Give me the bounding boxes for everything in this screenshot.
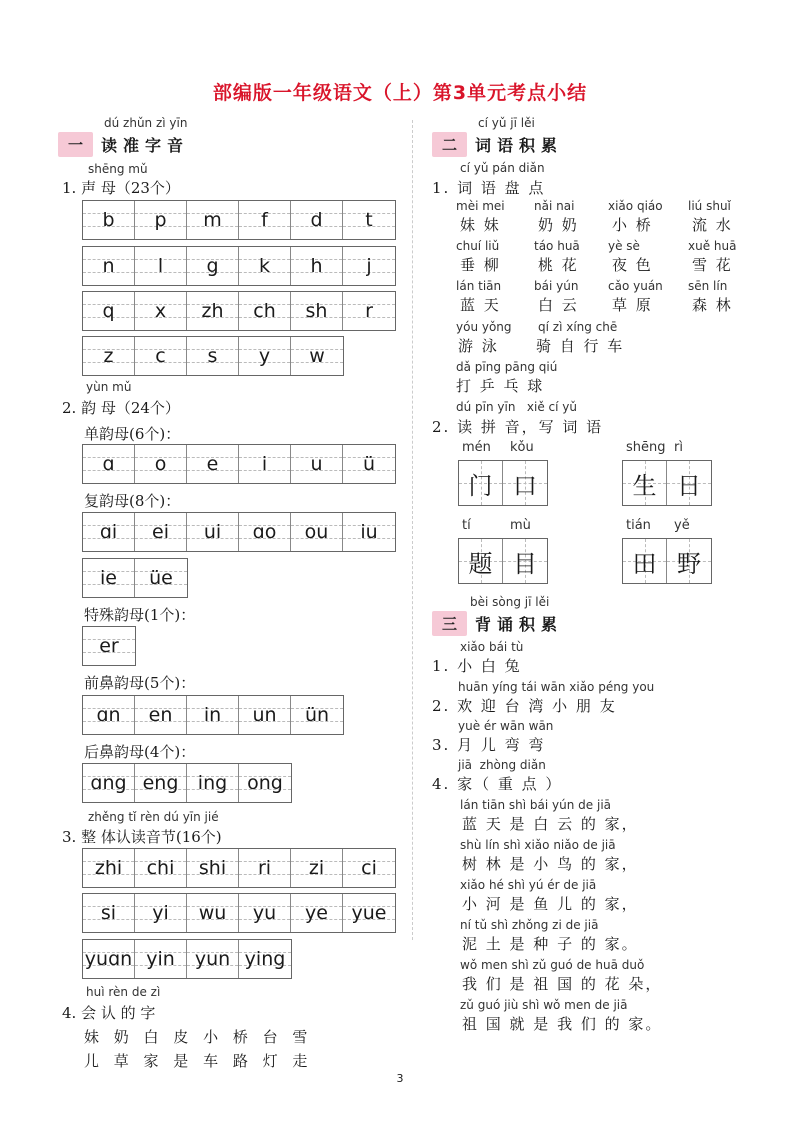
word-hanzi: 流 水: [692, 216, 733, 234]
initials-grid-row: [82, 291, 396, 331]
whole-syllable-cell: [135, 849, 187, 887]
front-nasal-text: ün: [304, 704, 330, 726]
character-text: 田: [632, 549, 657, 578]
initial-text: f: [261, 209, 268, 231]
front-nasal-text: in: [203, 704, 222, 726]
whole-syllable-text: ying: [244, 948, 286, 970]
compound-final-text: ei: [152, 521, 169, 543]
single-final-cell: [83, 445, 135, 483]
single-final-cell: [343, 445, 395, 483]
character-text: 题: [468, 549, 493, 578]
whole-syllable-cell: [291, 894, 343, 932]
compound-final-text: ou: [304, 521, 329, 543]
word-pinyin: xiǎo qiáo: [608, 199, 663, 213]
back-nasal-text: eng: [142, 772, 179, 794]
whole-syllable-text: shi: [198, 857, 227, 879]
initial-text: h: [310, 255, 323, 277]
finals-heading: 2. 韵 母（24个）: [62, 399, 180, 417]
whole-syllable-text: yi: [152, 902, 169, 924]
word-pinyin: bái yún: [534, 279, 579, 293]
character-cell: [459, 461, 503, 505]
word-13-pinyin: yóu yǒng: [456, 320, 512, 334]
word-pinyin: táo huā: [534, 239, 580, 253]
back-nasal-cell: [187, 764, 239, 802]
whole-syllable-text: ye: [305, 902, 328, 924]
back-nasal-text: ɑng: [90, 772, 127, 794]
compound-final-cell: [343, 513, 395, 551]
word-hanzi: 桃 花: [538, 256, 579, 274]
initial-cell: [239, 201, 291, 239]
whole-syllable-text: chi: [146, 857, 175, 879]
whole-syllable-cell: [187, 894, 239, 932]
poem-line-pinyin: xiǎo hé shì yú ér de jiā: [460, 878, 597, 892]
section3-title: 背诵积累: [475, 615, 564, 634]
word-15: 打 乒 乓 球: [456, 377, 545, 395]
whole-syllable-cell: [187, 940, 239, 978]
word-hanzi: 小 桥: [612, 216, 653, 234]
poem-line: 小 河 是 鱼 儿 的 家，: [462, 895, 639, 913]
recite-4: 4. 家（ 重 点 ）: [432, 775, 563, 793]
initial-cell: [239, 247, 291, 285]
whole-syllables-pinyin: zhěng tǐ rèn dú yīn jié: [88, 810, 219, 824]
compound-final-cell: [187, 513, 239, 551]
compound-final-text: ɑo: [252, 521, 277, 543]
whole-syllable-cell: [187, 849, 239, 887]
box-pinyin: rì: [674, 440, 683, 455]
initial-cell: [135, 337, 187, 375]
initial-text: c: [155, 345, 166, 367]
section3-number: 三: [432, 611, 467, 636]
initial-cell: [83, 247, 135, 285]
initial-text: n: [102, 255, 115, 277]
recognize-chars-line-1: 妹 奶 白 皮 小 桥 台 雪: [84, 1028, 313, 1046]
whole-syllable-cell: [83, 940, 135, 978]
recite-1-pinyin: xiǎo bái tù: [460, 640, 524, 654]
initial-text: x: [154, 300, 167, 322]
single-final-text: u: [310, 453, 323, 475]
whole-syllable-cell: [135, 940, 187, 978]
word-hanzi: 奶 奶: [538, 216, 579, 234]
character-text: 口: [513, 471, 537, 500]
initials-grid-row: [82, 200, 396, 240]
character-box: [622, 460, 712, 506]
word-15-pinyin: dǎ pīng pāng qiú: [456, 360, 558, 374]
whole-syllable-cell: [291, 849, 343, 887]
single-final-text: ɑ: [102, 453, 115, 475]
box-pinyin: tí: [462, 518, 471, 533]
poem-line: 祖 国 就 是 我 们 的 家。: [462, 1015, 663, 1033]
initial-cell: [239, 292, 291, 330]
back-nasal-cell: [239, 764, 291, 802]
word-pinyin: mèi mei: [456, 199, 505, 213]
initial-cell: [135, 201, 187, 239]
recite-3: 3. 月 儿 弯 弯: [432, 736, 546, 754]
word-review-heading: 1. 词 语 盘 点: [432, 179, 546, 197]
initial-text: zh: [201, 300, 224, 322]
whole-syllable-text: yuɑn: [84, 948, 133, 970]
whole-syllable-text: yin: [146, 948, 175, 970]
front-nasal-cell: [135, 696, 187, 734]
recognize-chars-line-2: 儿 草 家 是 车 路 灯 走: [84, 1052, 313, 1070]
whole-syllables-grid-row: [82, 893, 396, 933]
character-cell: [623, 539, 667, 583]
initial-text: r: [365, 300, 373, 322]
whole-syllable-text: zhi: [94, 857, 123, 879]
box-pinyin: mù: [510, 518, 531, 533]
whole-syllable-cell: [239, 894, 291, 932]
back-nasal-cell: [83, 764, 135, 802]
back-nasal-grid: [82, 763, 292, 803]
word-pinyin: cǎo yuán: [608, 279, 663, 293]
recite-2: 2. 欢 迎 台 湾 小 朋 友: [432, 697, 617, 715]
compound-final-cell: [291, 513, 343, 551]
initials-grid-row: [82, 336, 344, 376]
single-final-text: o: [154, 453, 167, 475]
compound-final-cell: [83, 513, 135, 551]
initial-cell: [291, 292, 343, 330]
compound-final-cell: [135, 513, 187, 551]
initial-cell: [135, 247, 187, 285]
box-pinyin: tián: [626, 518, 651, 533]
column-divider: [412, 120, 413, 940]
special-final-text: er: [99, 635, 119, 657]
word-pinyin: nǎi nai: [534, 199, 575, 213]
whole-syllables-heading: 3. 整 体认读音节(16个): [62, 828, 222, 846]
word-review-pinyin: cí yǔ pán diǎn: [460, 161, 545, 175]
poem-line-pinyin: lán tiān shì bái yún de jiā: [460, 798, 612, 812]
compound-final-text: ui: [203, 521, 222, 543]
word-hanzi: 垂 柳: [460, 256, 501, 274]
character-box: [458, 460, 548, 506]
section2-number: 二: [432, 132, 467, 157]
section1-title: 读准字音: [101, 136, 190, 155]
character-cell: [503, 539, 547, 583]
single-final-text: ü: [362, 453, 376, 475]
word-13: 游 泳: [458, 337, 499, 355]
page-title: 部编版一年级语文（上）第3单元考点小结: [212, 82, 588, 104]
compound-final-cell: [239, 513, 291, 551]
front-nasal-cell: [291, 696, 343, 734]
initial-text: ch: [253, 300, 276, 322]
initials-pinyin: shēng mǔ: [88, 162, 148, 176]
character-text: 日: [677, 471, 701, 500]
word-hanzi: 草 原: [612, 296, 653, 314]
whole-syllable-text: yun: [194, 948, 231, 970]
initial-text: k: [258, 255, 270, 277]
special-final-cell: [83, 627, 135, 665]
single-final-cell: [239, 445, 291, 483]
single-final-cell: [135, 445, 187, 483]
initial-text: w: [309, 345, 325, 367]
front-nasal-cell: [83, 696, 135, 734]
whole-syllable-text: wu: [198, 902, 227, 924]
initials-heading: 1. 声 母（23个）: [62, 179, 180, 197]
initial-text: t: [365, 209, 373, 231]
recite-4-pinyin: jiā zhòng diǎn: [458, 758, 546, 772]
word-hanzi: 白 云: [538, 296, 579, 314]
initial-cell: [83, 292, 135, 330]
initial-cell: [343, 292, 395, 330]
whole-syllable-text: ci: [361, 857, 377, 879]
single-finals-grid: [82, 444, 396, 484]
initial-cell: [187, 201, 239, 239]
initial-cell: [343, 201, 395, 239]
character-cell: [459, 539, 503, 583]
initial-cell: [135, 292, 187, 330]
initial-text: s: [207, 345, 218, 367]
section2-title: 词语积累: [475, 136, 564, 155]
back-nasal-text: ing: [197, 772, 228, 794]
word-hanzi: 森 林: [692, 296, 733, 314]
whole-syllable-text: yue: [351, 902, 387, 924]
initial-text: y: [258, 345, 271, 367]
section1-number: 一: [58, 132, 93, 157]
initial-text: z: [103, 345, 114, 367]
character-text: 门: [468, 471, 493, 500]
initial-text: g: [206, 255, 219, 277]
whole-syllable-cell: [239, 849, 291, 887]
front-nasal-grid: [82, 695, 344, 735]
character-text: 生: [632, 471, 657, 500]
compound-final-text: ie: [100, 567, 117, 589]
box-pinyin: mén: [462, 440, 491, 455]
section1-pinyin: dú zhǔn zì yīn: [104, 116, 188, 130]
word-hanzi: 妹 妹: [460, 216, 501, 234]
single-final-text: i: [261, 453, 268, 475]
initial-text: m: [203, 209, 222, 231]
single-final-text: e: [206, 453, 219, 475]
recite-2-pinyin: huān yíng tái wān xiǎo péng you: [458, 680, 655, 694]
box-pinyin: yě: [674, 518, 690, 533]
initials-grid-row: [82, 246, 396, 286]
initial-text: q: [102, 300, 115, 322]
character-box: [622, 538, 712, 584]
front-nasal-cell: [187, 696, 239, 734]
whole-syllable-text: yu: [252, 902, 277, 924]
initial-text: sh: [305, 300, 328, 322]
box-pinyin: shēng: [626, 440, 666, 455]
back-nasal-cell: [135, 764, 187, 802]
poem-line-pinyin: wǒ men shì zǔ guó de huā duǒ: [460, 958, 645, 972]
compound-final-cell: [83, 559, 135, 597]
write-words-heading: 2. 读 拼 音，写 词 语: [432, 418, 604, 436]
poem-line-pinyin: zǔ guó jiù shì wǒ men de jiā: [460, 998, 628, 1012]
single-final-cell: [291, 445, 343, 483]
recite-3-pinyin: yuè ér wān wān: [458, 719, 554, 733]
box-pinyin: kǒu: [510, 440, 534, 455]
single-final-cell: [187, 445, 239, 483]
character-text: 目: [513, 549, 537, 578]
word-hanzi: 雪 花: [692, 256, 733, 274]
initial-cell: [187, 247, 239, 285]
word-pinyin: xuě huā: [688, 239, 737, 253]
recite-1: 1. 小 白 兔: [432, 657, 522, 675]
initial-cell: [291, 337, 343, 375]
word-14-pinyin: qí zì xíng chē: [538, 320, 618, 334]
initial-cell: [291, 247, 343, 285]
compound-finals-grid-2: [82, 558, 188, 598]
whole-syllable-cell: [83, 894, 135, 932]
character-cell: [623, 461, 667, 505]
initial-text: l: [157, 255, 164, 277]
whole-syllables-grid-row: [82, 939, 292, 979]
whole-syllables-grid-row: [82, 848, 396, 888]
write-words-pinyin: dú pīn yīn xiě cí yǔ: [456, 400, 577, 414]
section3-pinyin: bèi sòng jī lěi: [470, 595, 550, 609]
front-nasal-text: en: [148, 704, 173, 726]
section2-header: [432, 132, 563, 157]
initial-cell: [83, 337, 135, 375]
word-pinyin: chuí liǔ: [456, 239, 500, 253]
whole-syllable-text: ri: [257, 857, 272, 879]
word-14: 骑 自 行 车: [536, 337, 625, 355]
whole-syllable-text: si: [100, 902, 117, 924]
section3-header: [432, 611, 563, 636]
initial-text: b: [102, 209, 115, 231]
word-pinyin: liú shuǐ: [688, 199, 731, 213]
initial-cell: [239, 337, 291, 375]
whole-syllable-text: zi: [308, 857, 325, 879]
initial-cell: [291, 201, 343, 239]
single-finals-label: 单韵母(6个)：: [84, 425, 181, 443]
compound-final-cell: [135, 559, 187, 597]
recognize-chars-heading: 4. 会 认 的 字: [62, 1004, 156, 1022]
front-nasal-text: ɑn: [96, 704, 121, 726]
poem-line: 树 林 是 小 鸟 的 家，: [462, 855, 639, 873]
poem-line: 蓝 天 是 白 云 的 家，: [462, 815, 639, 833]
whole-syllable-cell: [83, 849, 135, 887]
whole-syllable-cell: [343, 849, 395, 887]
compound-final-text: iu: [360, 521, 378, 543]
initial-text: d: [310, 209, 323, 231]
word-hanzi: 夜 色: [612, 256, 653, 274]
section2-pinyin: cí yǔ jī lěi: [478, 116, 535, 130]
whole-syllable-cell: [135, 894, 187, 932]
character-cell: [667, 461, 711, 505]
front-nasal-text: un: [252, 704, 277, 726]
initial-cell: [187, 292, 239, 330]
initial-cell: [83, 201, 135, 239]
word-pinyin: sēn lín: [688, 279, 728, 293]
character-text: 野: [677, 549, 701, 578]
character-cell: [503, 461, 547, 505]
initial-cell: [187, 337, 239, 375]
poem-line-pinyin: shù lín shì xiǎo niǎo de jiā: [460, 838, 616, 852]
section1-header: [58, 132, 189, 157]
poem-line: 泥 土 是 种 子 的 家。: [462, 935, 639, 953]
compound-final-text: üe: [149, 567, 173, 589]
back-nasal-label: 后鼻韵母(4个)：: [84, 743, 196, 761]
page-number: 3: [396, 1072, 404, 1085]
finals-pinyin: yùn mǔ: [86, 380, 132, 394]
special-final-label: 特殊韵母(1个)：: [84, 606, 196, 624]
compound-finals-label: 复韵母(8个)：: [84, 492, 181, 510]
whole-syllable-cell: [343, 894, 395, 932]
front-nasal-cell: [239, 696, 291, 734]
character-box: [458, 538, 548, 584]
recognize-chars-pinyin: huì rèn de zì: [86, 985, 161, 999]
back-nasal-text: ong: [247, 772, 283, 794]
whole-syllable-cell: [239, 940, 291, 978]
poem-line: 我 们 是 祖 国 的 花 朵，: [462, 975, 663, 993]
initial-text: j: [366, 255, 372, 277]
word-pinyin: lán tiān: [456, 279, 502, 293]
poem-line-pinyin: ní tǔ shì zhǒng zi de jiā: [460, 918, 599, 932]
front-nasal-label: 前鼻韵母(5个)：: [84, 674, 196, 692]
word-hanzi: 蓝 天: [460, 296, 501, 314]
special-final-grid: [82, 626, 136, 666]
compound-final-text: ɑi: [99, 521, 118, 543]
initial-cell: [343, 247, 395, 285]
compound-finals-grid-1: [82, 512, 396, 552]
word-pinyin: yè sè: [608, 239, 640, 253]
character-cell: [667, 539, 711, 583]
initial-text: p: [154, 209, 167, 231]
